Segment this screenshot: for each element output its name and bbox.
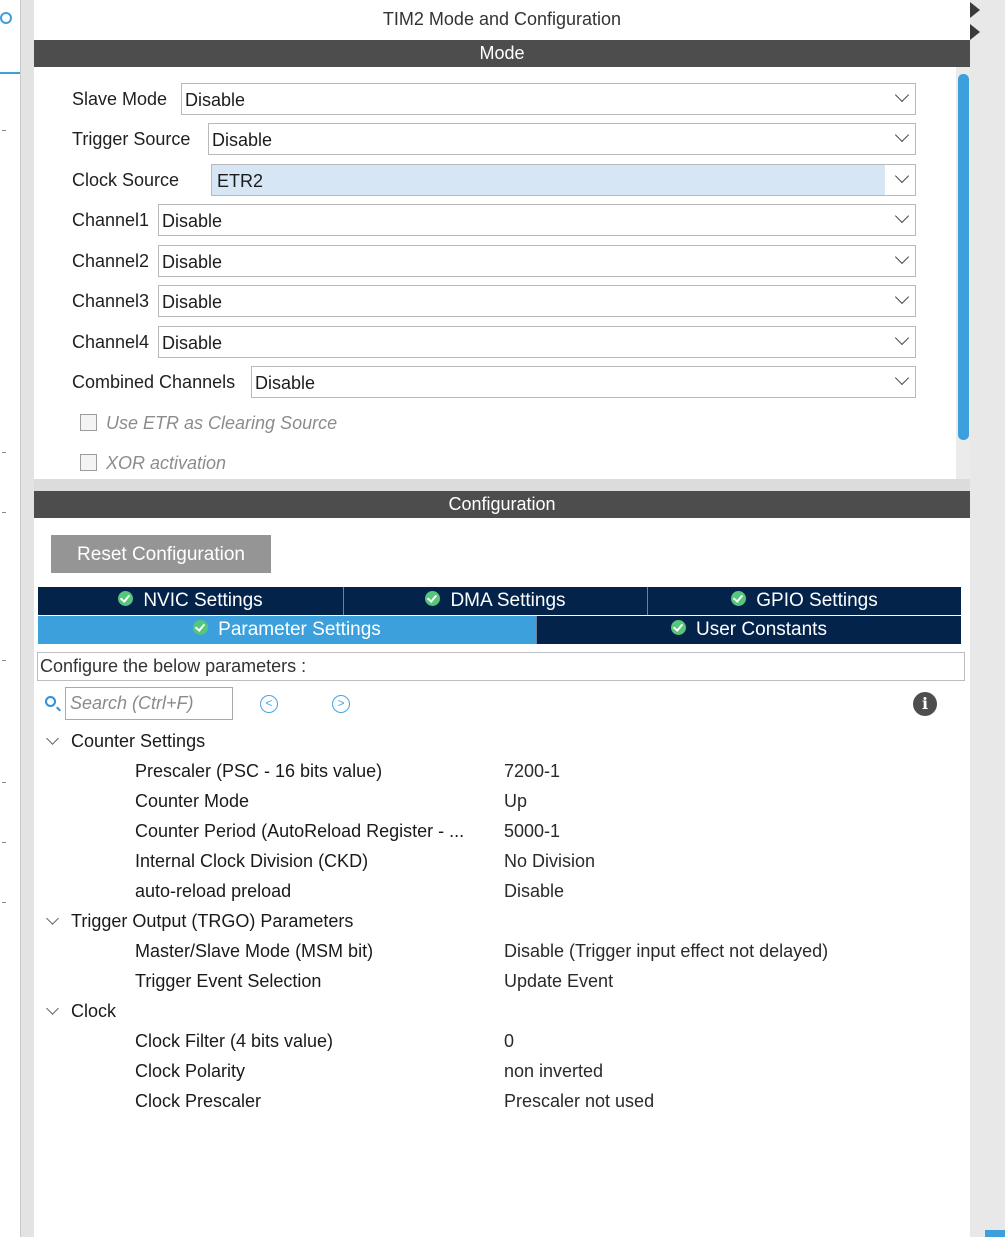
left-strip-tick — [2, 902, 6, 903]
trigger-source-value: Disable — [212, 130, 273, 150]
channel3-select[interactable] — [158, 285, 916, 317]
channel3-label: Channel3 — [72, 291, 150, 311]
chevron-down-icon[interactable] — [46, 1002, 59, 1015]
mode-scrollbar-thumb[interactable] — [958, 74, 969, 440]
collapse-arrow-icon[interactable] — [970, 24, 980, 40]
chevron-down-icon — [895, 290, 909, 304]
left-strip-tick — [2, 452, 6, 453]
xor-activation-checkbox[interactable] — [80, 454, 97, 471]
chevron-down-icon — [895, 128, 909, 142]
channel2-select[interactable] — [158, 245, 916, 277]
param-value[interactable]: 0 — [504, 1031, 515, 1051]
clock-source-label: Clock Source — [72, 170, 180, 190]
param-name[interactable]: Clock Prescaler — [135, 1091, 262, 1111]
slave-mode-select[interactable] — [181, 83, 916, 115]
gear-icon[interactable] — [0, 12, 12, 24]
tree-group-trigger-output[interactable] — [44, 908, 353, 934]
etr-clearing-label: Use ETR as Clearing Source — [106, 413, 338, 433]
param-name[interactable]: Counter Period (AutoReload Register - ... — [135, 821, 465, 841]
previous-match-icon[interactable]: < — [260, 695, 278, 713]
param-value[interactable]: Disable — [504, 881, 565, 901]
chevron-down-icon[interactable] — [46, 732, 59, 745]
group-label: Trigger Output (TRGO) Parameters — [71, 911, 354, 931]
param-value[interactable]: 7200-1 — [504, 761, 561, 781]
etr-clearing-checkbox[interactable] — [80, 414, 97, 431]
clock-source-select[interactable] — [211, 164, 916, 196]
group-label: Clock — [71, 1001, 117, 1021]
combined-channels-select[interactable] — [251, 366, 916, 398]
chevron-down-icon — [895, 371, 909, 385]
tab-gpio-settings[interactable] — [648, 587, 961, 615]
tree-group-counter-settings[interactable] — [44, 728, 205, 754]
trigger-source-label: Trigger Source — [72, 129, 191, 149]
combined-channels-label: Combined Channels — [72, 372, 236, 392]
check-circle-icon — [193, 620, 208, 635]
param-value[interactable]: No Division — [504, 851, 596, 871]
combined-channels-value: Disable — [255, 373, 316, 393]
check-circle-icon — [425, 591, 440, 606]
channel2-label: Channel2 — [72, 251, 150, 271]
tree-group-clock[interactable] — [44, 998, 116, 1024]
tab-label: User Constants — [696, 619, 827, 640]
param-name[interactable]: Internal Clock Division (CKD) — [135, 851, 369, 871]
param-name[interactable]: Master/Slave Mode (MSM bit) — [135, 941, 374, 961]
parameters-hint: Configure the below parameters : — [37, 652, 965, 681]
trigger-source-select[interactable] — [208, 123, 916, 155]
clock-source-value: ETR2 — [217, 171, 264, 191]
configuration-section-header[interactable]: Configuration — [34, 491, 970, 518]
tab-dma-settings[interactable] — [344, 587, 648, 615]
channel1-label: Channel1 — [72, 210, 150, 230]
channel1-value: Disable — [162, 211, 223, 231]
param-value[interactable]: Up — [504, 791, 528, 811]
channel4-value: Disable — [162, 333, 223, 353]
param-name[interactable]: Clock Filter (4 bits value) — [135, 1031, 334, 1051]
param-name[interactable]: Clock Polarity — [135, 1061, 246, 1081]
tab-label: DMA Settings — [450, 590, 566, 611]
mode-section-header[interactable]: Mode — [34, 40, 970, 67]
tab-label: NVIC Settings — [143, 590, 263, 611]
chevron-down-icon — [895, 331, 909, 345]
channel1-select[interactable] — [158, 204, 916, 236]
param-name[interactable]: Prescaler (PSC - 16 bits value) — [135, 761, 383, 781]
xor-activation-label: XOR activation — [106, 453, 227, 473]
left-strip-tick — [2, 782, 6, 783]
param-value[interactable]: Disable (Trigger input effect not delayed) — [504, 941, 829, 961]
left-strip-tick — [2, 512, 6, 513]
slave-mode-value: Disable — [185, 90, 246, 110]
left-strip-tick — [2, 130, 6, 131]
check-circle-icon — [731, 591, 746, 606]
tab-user-constants[interactable] — [537, 616, 961, 644]
slave-mode-label: Slave Mode — [72, 89, 168, 109]
chevron-down-icon — [895, 209, 909, 223]
left-gutter — [21, 0, 34, 1237]
param-value[interactable]: Update Event — [504, 971, 614, 991]
tab-nvic-settings[interactable] — [38, 587, 344, 615]
search-icon[interactable] — [45, 696, 56, 707]
left-strip-accent — [0, 72, 20, 74]
left-side-strip — [0, 0, 21, 1237]
channel4-select[interactable] — [158, 326, 916, 358]
left-strip-tick — [2, 842, 6, 843]
tab-label: Parameter Settings — [218, 619, 381, 640]
param-name[interactable]: Trigger Event Selection — [135, 971, 322, 991]
panel-title: TIM2 Mode and Configuration — [34, 0, 970, 39]
channel4-label: Channel4 — [72, 332, 150, 352]
param-name[interactable]: auto-reload preload — [135, 881, 292, 901]
section-divider[interactable] — [34, 479, 970, 491]
chevron-down-icon[interactable] — [46, 912, 59, 925]
info-icon[interactable]: i — [913, 692, 937, 716]
left-strip-tick — [2, 660, 6, 661]
check-circle-icon — [671, 620, 686, 635]
next-match-icon[interactable]: > — [332, 695, 350, 713]
param-value[interactable]: non inverted — [504, 1061, 604, 1081]
group-label: Counter Settings — [71, 731, 206, 751]
etr-clearing-checkbox-row[interactable] — [80, 412, 337, 434]
right-gutter — [970, 0, 1005, 1237]
param-value[interactable]: 5000-1 — [504, 821, 561, 841]
xor-activation-checkbox-row[interactable] — [80, 452, 226, 474]
channel3-value: Disable — [162, 292, 223, 312]
tab-label: GPIO Settings — [756, 590, 878, 611]
param-value[interactable]: Prescaler not used — [504, 1091, 655, 1111]
reset-configuration-button[interactable]: Reset Configuration — [51, 535, 271, 573]
chevron-down-icon — [895, 88, 909, 102]
chevron-down-icon — [895, 250, 909, 264]
collapse-arrow-icon[interactable] — [970, 2, 980, 18]
param-name[interactable]: Counter Mode — [135, 791, 250, 811]
channel2-value: Disable — [162, 252, 223, 272]
corner-accent — [985, 1230, 1005, 1237]
tab-parameter-settings[interactable] — [38, 616, 537, 644]
check-circle-icon — [118, 591, 133, 606]
search-input[interactable] — [65, 687, 233, 720]
